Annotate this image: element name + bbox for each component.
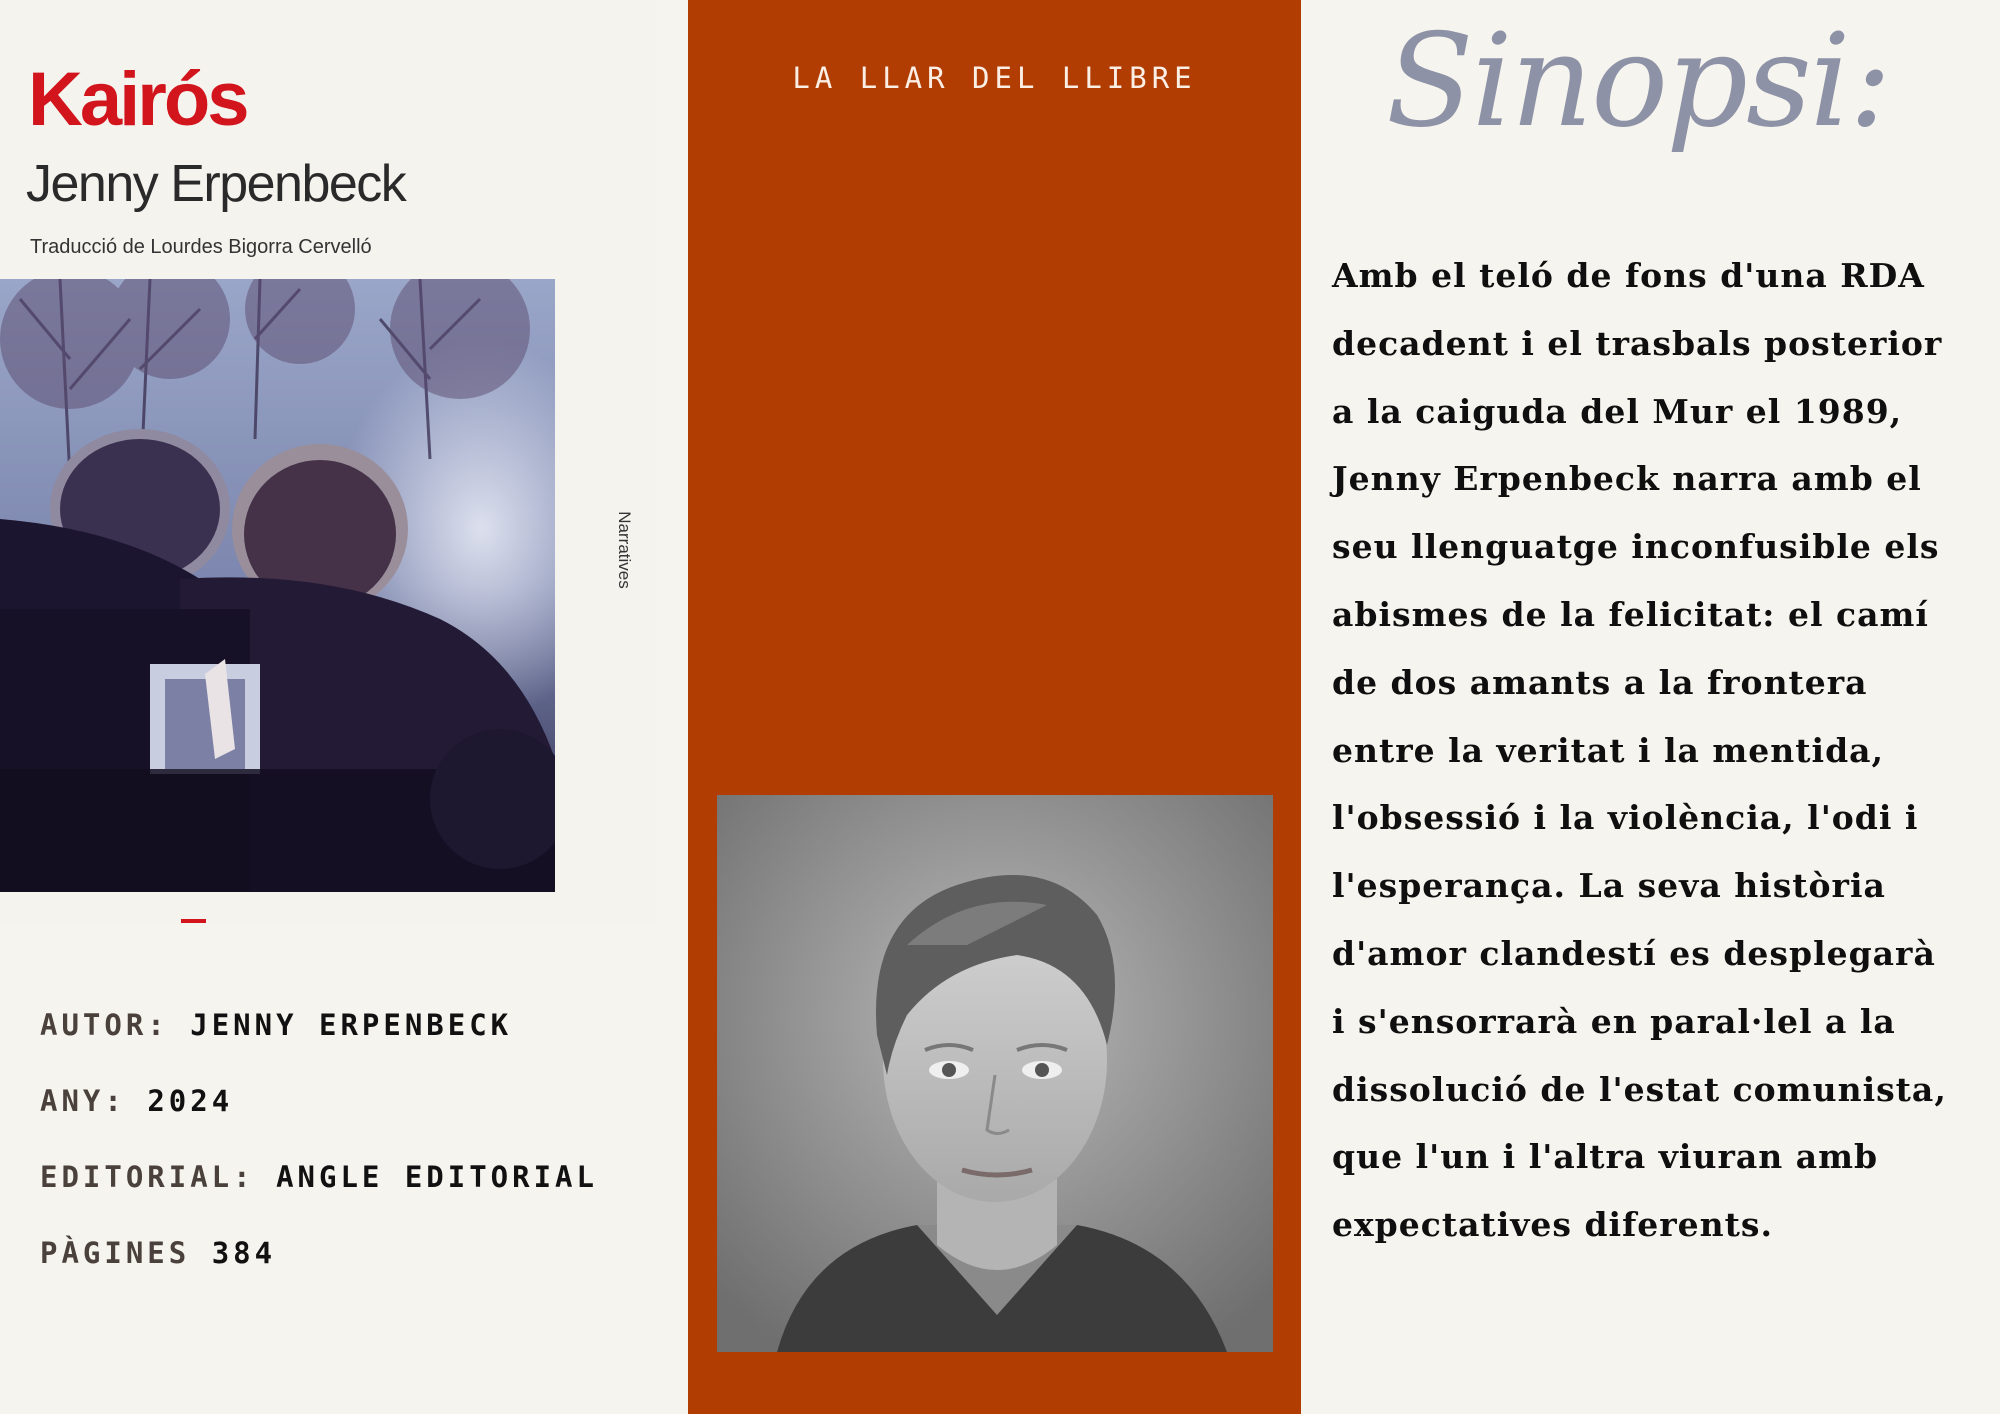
book-cover (0, 0, 656, 923)
synopsis-line: d'amor clandestí es desplegarà (1332, 933, 1936, 973)
synopsis-line: Amb el teló de fons d'una RDA (1332, 256, 1925, 295)
synopsis-line: dissolució de l'estat comunista, (1332, 1069, 1947, 1109)
detail-author (40, 1003, 598, 1079)
synopsis-line: de dos amants a la frontera (1332, 662, 1868, 702)
synopsis-line: l'esperança. La seva història (1332, 866, 1886, 906)
synopsis-line: abismes de la felicitat: el camí (1332, 594, 1929, 634)
detail-label: AUTOR: (40, 1008, 169, 1042)
detail-publisher (40, 1155, 598, 1231)
publisher-logo-mark (181, 919, 206, 923)
right-panel (1301, 0, 2000, 1414)
synopsis-line: expectatives diferents. (1332, 1205, 1773, 1245)
synopsis-line: decadent i el trasbals posterior (1332, 323, 1943, 363)
synopsis-heading: Sinopsi: (1386, 7, 1890, 156)
book-title: Kairós (28, 57, 247, 142)
synopsis-line: i s'ensorrarà en paral·lel a la (1332, 1001, 1896, 1041)
synopsis-text (1332, 242, 1982, 1259)
book-author: Jenny Erpenbeck (26, 155, 406, 213)
book-details (40, 1003, 598, 1307)
left-panel (0, 0, 688, 1414)
book-series: Narratives (615, 511, 634, 589)
detail-pages (40, 1231, 598, 1307)
detail-value: JENNY ERPENBECK (190, 1008, 513, 1042)
author-photo (717, 795, 1273, 1352)
detail-label: PÀGINES (40, 1236, 191, 1270)
detail-year (40, 1079, 598, 1155)
synopsis-line: l'obsessió i la violència, l'odi i (1332, 798, 1919, 838)
book-translator: Traducció de Lourdes Bigorra Cervelló (30, 236, 372, 258)
synopsis-line: Jenny Erpenbeck narra amb el (1332, 459, 1922, 499)
synopsis-line: que l'un i l'altra viuran amb (1332, 1137, 1879, 1177)
detail-value: 2024 (147, 1084, 234, 1118)
brand-name: LA LLAR DEL LLIBRE (792, 61, 1197, 95)
synopsis-line: seu llenguatge inconfusible els (1332, 527, 1940, 567)
synopsis-line: entre la veritat i la mentida, (1332, 730, 1885, 770)
detail-label: ANY: (40, 1084, 126, 1118)
middle-panel (688, 0, 1301, 1414)
detail-value: ANGLE EDITORIAL (276, 1160, 598, 1194)
synopsis-line: a la caiguda del Mur el 1989, (1332, 391, 1903, 431)
cover-photo (0, 279, 555, 892)
detail-label: EDITORIAL: (40, 1160, 255, 1194)
detail-value: 384 (211, 1236, 277, 1270)
